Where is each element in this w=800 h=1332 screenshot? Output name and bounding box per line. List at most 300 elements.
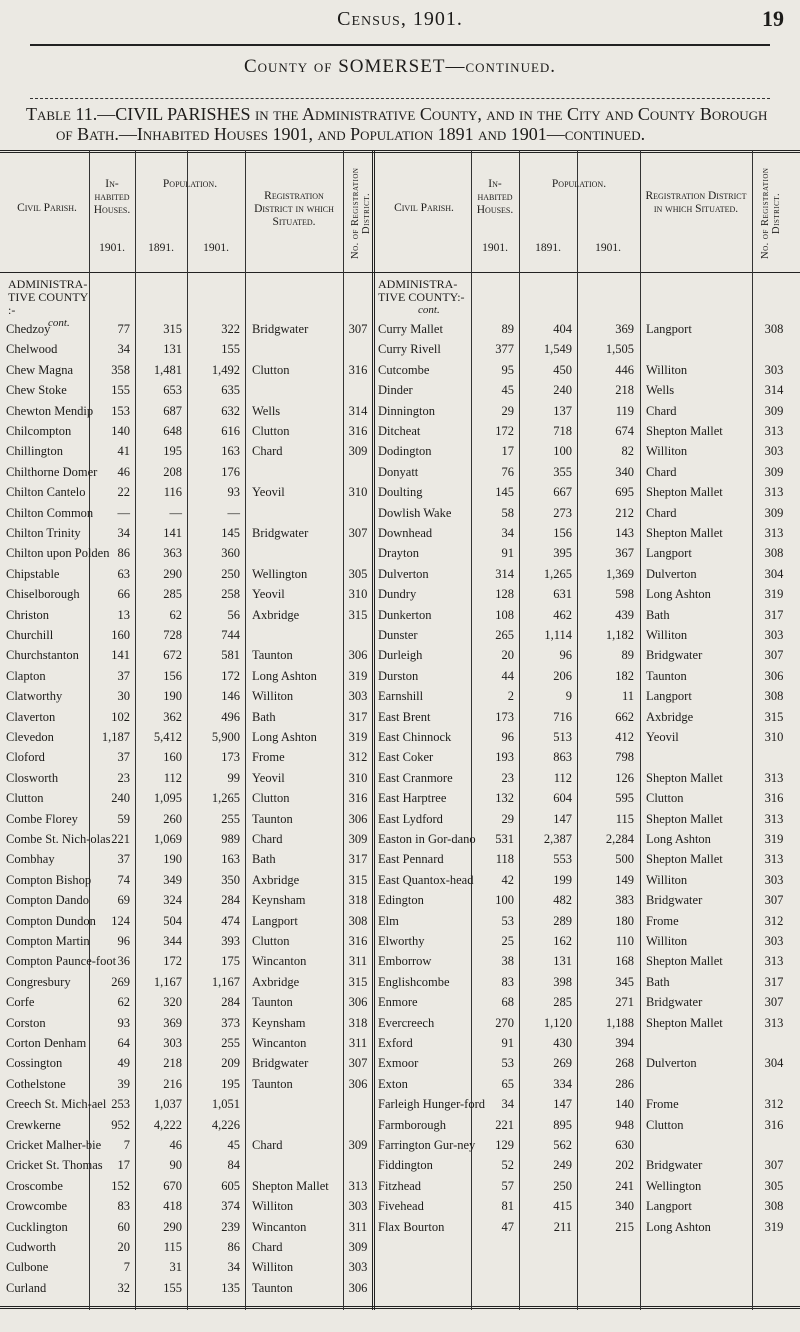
county-heading: County of SOMERSET—continued. <box>243 56 557 77</box>
population-1891: 90 <box>169 1158 182 1173</box>
population-1891: 648 <box>163 424 182 438</box>
registration-district: Williton <box>646 628 688 642</box>
table-title-line2: of Bath.—Inhabited Houses 1901, and Population 1891 and 1901—continued. <box>56 124 646 144</box>
population-1891: 112 <box>553 770 572 785</box>
population-1901: 798 <box>615 750 634 765</box>
population-1891: 31 <box>169 1260 182 1275</box>
inhabited-houses-1901: 270 <box>495 1015 514 1030</box>
parish-name: Chilton Cantelo <box>6 485 86 500</box>
district-number: 313 <box>764 424 784 438</box>
population-1901: 695 <box>615 485 634 500</box>
registration-district: Bath <box>252 709 276 724</box>
parish-name: Downhead <box>378 526 433 540</box>
population-1901: 163 <box>221 852 240 867</box>
population-1891: 1,265 <box>543 566 572 581</box>
registration-district: Bridgwater <box>252 322 309 336</box>
population-1901: 4,226 <box>211 1117 240 1132</box>
population-1891: 289 <box>553 913 572 928</box>
inhabited-houses-1901: 25 <box>501 934 514 948</box>
parish-name: Farmborough <box>378 1117 447 1132</box>
population-1901: 674 <box>615 424 634 438</box>
inhabited-houses-1901: 253 <box>111 1097 130 1112</box>
district-number: 310 <box>348 587 368 602</box>
population-1891: 137 <box>553 403 572 418</box>
parish-name: Durleigh <box>378 648 423 663</box>
district-number: 308 <box>764 689 784 704</box>
population-1891: 324 <box>163 893 182 908</box>
inhabited-houses-1901: 102 <box>111 709 130 724</box>
col-header-population-right: Population. <box>551 178 607 190</box>
parish-name: East Brent <box>378 709 431 724</box>
parish-name: Combhay <box>6 852 55 867</box>
district-number: 307 <box>764 893 784 908</box>
parish-name: Edington <box>378 893 424 908</box>
population-1901: 241 <box>615 1178 634 1193</box>
population-1891: 462 <box>553 607 572 622</box>
inhabited-houses-1901: 34 <box>501 1097 514 1112</box>
parish-name: Chewton Mendip <box>6 403 94 418</box>
registration-district: Williton <box>252 689 294 704</box>
population-1891: 285 <box>553 995 572 1010</box>
inhabited-houses-1901: 95 <box>501 362 514 377</box>
population-1901: 175 <box>221 954 240 969</box>
population-1891: 131 <box>163 342 182 357</box>
registration-district: Keynsham <box>252 1015 306 1030</box>
inhabited-houses-1901: 47 <box>501 1219 514 1234</box>
inhabited-houses-1901: 1,187 <box>101 730 130 744</box>
population-1891: 315 <box>163 322 182 336</box>
population-1901: 143 <box>615 526 634 540</box>
parish-name: East Pennard <box>378 852 444 867</box>
district-number: 307 <box>764 1158 784 1173</box>
registration-district: Yeovil <box>252 485 285 500</box>
population-1891: 398 <box>553 974 572 989</box>
population-1891: 211 <box>553 1219 572 1234</box>
col-header-houses-year-right: 1901. <box>482 242 508 254</box>
district-number: 315 <box>764 709 784 724</box>
population-1891: 290 <box>163 566 182 581</box>
registration-district: Chard <box>252 444 283 459</box>
district-number: 308 <box>764 546 784 561</box>
inhabited-houses-1901: 140 <box>111 424 130 438</box>
section-cont-right: cont. <box>418 304 440 316</box>
col-header-houses-year-left: 1901. <box>99 242 125 254</box>
population-1891: 415 <box>553 1199 572 1214</box>
population-1891: 208 <box>163 464 182 479</box>
district-number: 315 <box>348 974 368 989</box>
population-1891: 320 <box>163 995 182 1010</box>
population-1891: 96 <box>559 648 572 663</box>
registration-district: Shepton Mallet <box>646 424 723 438</box>
population-1891: 504 <box>163 913 182 928</box>
registration-district: Wincanton <box>252 954 307 969</box>
inhabited-houses-1901: 23 <box>501 770 514 785</box>
registration-district: Shepton Mallet <box>646 852 723 867</box>
population-1891: 160 <box>163 750 182 765</box>
table-title-line1: Table 11.—CIVIL PARISHES in the Administrative County, and in the City and County Borough <box>26 104 768 124</box>
col-header-parish-right: Civil Parish. <box>394 202 454 214</box>
registration-district: Shepton Mallet <box>252 1178 329 1193</box>
parish-name: Farrington Gur-ney <box>378 1138 476 1152</box>
parish-name: Farleigh Hunger-ford <box>378 1097 486 1112</box>
section-title-left: ADMINISTRA-TIVE COUNTY :- <box>8 277 88 317</box>
parish-name: Chiselborough <box>6 587 80 602</box>
population-1901: 350 <box>221 872 240 887</box>
district-number: 312 <box>348 750 368 765</box>
district-number: 313 <box>764 485 784 500</box>
running-title: Census, 1901. <box>337 8 463 30</box>
registration-district: Frome <box>646 913 679 928</box>
inhabited-houses-1901: 96 <box>117 934 130 948</box>
inhabited-houses-1901: 7 <box>123 1260 130 1275</box>
population-1891: 162 <box>553 934 572 948</box>
inhabited-houses-1901: 81 <box>501 1199 514 1214</box>
inhabited-houses-1901: 221 <box>111 832 130 846</box>
inhabited-houses-1901: 952 <box>111 1117 130 1132</box>
population-1901: 948 <box>615 1117 634 1132</box>
inhabited-houses-1901: 66 <box>117 587 130 602</box>
inhabited-houses-1901: 118 <box>495 852 514 867</box>
district-number: 313 <box>764 954 784 969</box>
inhabited-houses-1901: 17 <box>117 1158 130 1173</box>
parish-name: Durston <box>378 668 419 683</box>
inhabited-houses-1901: 17 <box>501 444 514 459</box>
inhabited-houses-1901: 37 <box>117 668 130 683</box>
district-number: 317 <box>348 852 368 867</box>
inhabited-houses-1901: 173 <box>495 709 514 724</box>
parish-name: Drayton <box>378 546 419 561</box>
parish-name: Enmore <box>378 995 418 1010</box>
registration-district: Chard <box>252 1138 283 1152</box>
population-1901: 474 <box>221 913 240 928</box>
inhabited-houses-1901: 20 <box>501 648 514 663</box>
population-1891: 290 <box>163 1219 182 1234</box>
district-number: 318 <box>348 893 368 908</box>
parish-name: Curry Rivell <box>378 342 441 357</box>
inhabited-houses-1901: 37 <box>117 750 130 765</box>
parish-name: Englishcombe <box>378 974 450 989</box>
district-number: 309 <box>348 444 368 459</box>
population-1891: 269 <box>553 1056 572 1071</box>
inhabited-houses-1901: 37 <box>117 852 130 867</box>
population-1891: 667 <box>553 485 572 500</box>
population-1891: 141 <box>163 526 182 540</box>
inhabited-houses-1901: 41 <box>117 444 130 459</box>
parish-name: Cothelstone <box>6 1076 66 1091</box>
inhabited-houses-1901: — <box>117 505 130 520</box>
population-1901: 1,369 <box>605 566 634 581</box>
population-1891: 604 <box>553 791 572 806</box>
population-1891: 1,069 <box>153 832 182 846</box>
population-1901: 1,505 <box>605 342 634 357</box>
population-1901: 176 <box>221 464 240 479</box>
population-1901: 605 <box>221 1178 240 1193</box>
population-1901: 394 <box>615 1036 634 1050</box>
population-1901: 322 <box>221 322 240 336</box>
parish-name: Corton Denham <box>6 1036 87 1050</box>
district-number: 306 <box>348 1076 368 1091</box>
population-1891: 344 <box>163 934 182 948</box>
population-1891: 156 <box>163 668 182 683</box>
parish-name: Exmoor <box>378 1056 419 1071</box>
registration-district: Williton <box>646 934 688 948</box>
parish-name: Churchstanton <box>6 648 79 663</box>
parish-name: Closworth <box>6 770 59 785</box>
inhabited-houses-1901: 20 <box>117 1240 130 1254</box>
section-label-right <box>378 278 470 317</box>
parish-name: Fiddington <box>378 1158 433 1173</box>
inhabited-houses-1901: 13 <box>117 607 130 622</box>
inhabited-houses-1901: 30 <box>117 689 130 704</box>
registration-district: Bridgwater <box>252 526 309 540</box>
population-1891: 218 <box>163 1056 182 1071</box>
population-1901: 5,900 <box>211 730 240 744</box>
inhabited-houses-1901: 52 <box>501 1158 514 1173</box>
inhabited-houses-1901: 74 <box>117 872 130 887</box>
district-number: 316 <box>764 791 784 806</box>
population-1901: 163 <box>221 444 240 459</box>
registration-district: Yeovil <box>646 730 679 744</box>
population-1901: 393 <box>221 934 240 948</box>
parish-name: Elm <box>378 913 399 928</box>
inhabited-houses-1901: 221 <box>495 1117 514 1132</box>
registration-district: Dulverton <box>646 566 697 581</box>
registration-district: Langport <box>646 322 692 336</box>
registration-district: Shepton Mallet <box>646 954 723 969</box>
population-1901: 258 <box>221 587 240 602</box>
inhabited-houses-1901: 358 <box>111 362 130 377</box>
inhabited-houses-1901: 32 <box>117 1280 130 1295</box>
inhabited-houses-1901: 93 <box>117 1015 130 1030</box>
registration-district: Bath <box>252 852 276 867</box>
registration-district: Yeovil <box>252 770 285 785</box>
parish-name: East Cranmore <box>378 770 453 785</box>
population-1891: 718 <box>553 424 572 438</box>
inhabited-houses-1901: 57 <box>501 1178 514 1193</box>
registration-district: Bridgwater <box>646 648 703 663</box>
registration-district: Langport <box>646 546 692 561</box>
inhabited-houses-1901: 76 <box>501 464 514 479</box>
population-1901: 182 <box>615 668 634 683</box>
population-1901: 180 <box>615 913 634 928</box>
population-1891: 303 <box>163 1036 182 1050</box>
registration-district: Wincanton <box>252 1219 307 1234</box>
district-number: 313 <box>348 1178 368 1193</box>
inhabited-houses-1901: 128 <box>495 587 514 602</box>
population-1891: 116 <box>163 485 182 500</box>
population-1901: 135 <box>221 1280 240 1295</box>
inhabited-houses-1901: 172 <box>495 424 514 438</box>
district-number: 304 <box>764 1056 784 1071</box>
district-number: 312 <box>764 913 784 928</box>
inhabited-houses-1901: 34 <box>501 526 514 540</box>
inhabited-houses-1901: 531 <box>495 832 514 846</box>
district-number: 307 <box>764 995 784 1010</box>
district-number: 316 <box>348 934 368 948</box>
parish-name: Compton Dundon <box>6 913 96 928</box>
population-1901: 374 <box>221 1199 240 1214</box>
population-1891: 404 <box>553 322 572 336</box>
population-1891: 4,222 <box>153 1117 182 1132</box>
population-1891: 112 <box>163 770 182 785</box>
population-1901: 119 <box>615 403 634 418</box>
registration-district: Frome <box>252 750 285 765</box>
parish-name: Crowcombe <box>6 1199 68 1214</box>
parish-name: Dunkerton <box>378 607 432 622</box>
population-1901: 598 <box>615 587 634 602</box>
inhabited-houses-1901: 155 <box>111 383 130 398</box>
population-1901: 218 <box>615 383 634 398</box>
registration-district: Taunton <box>252 811 293 826</box>
district-number: 313 <box>764 852 784 867</box>
district-number: 314 <box>348 403 368 418</box>
parish-name: Corston <box>6 1015 46 1030</box>
inhabited-houses-1901: 60 <box>117 1219 130 1234</box>
header-bottom-rule <box>0 272 800 273</box>
col-header-1891-right: 1891. <box>535 242 561 254</box>
parish-name: Chelwood <box>6 342 58 357</box>
inhabited-houses-1901: 63 <box>117 566 130 581</box>
population-1901: 255 <box>221 1036 240 1050</box>
population-1901: 86 <box>227 1240 240 1254</box>
district-number: 318 <box>348 1015 368 1030</box>
parish-name: Chilton Common <box>6 505 94 520</box>
population-1891: 687 <box>163 403 182 418</box>
registration-district: Bath <box>646 607 670 622</box>
inhabited-houses-1901: 42 <box>501 872 514 887</box>
population-1901: 446 <box>615 362 634 377</box>
population-1901: 89 <box>621 648 634 663</box>
registration-district: Chard <box>252 1240 283 1254</box>
population-1901: 439 <box>615 607 634 622</box>
parish-name: East Lydford <box>378 811 443 826</box>
population-1891: 1,114 <box>544 628 572 642</box>
registration-district: Long Ashton <box>252 668 317 683</box>
district-number: 317 <box>764 607 784 622</box>
population-1891: 1,120 <box>543 1015 572 1030</box>
population-1891: 100 <box>553 444 572 459</box>
registration-district: Chard <box>646 464 677 479</box>
population-1891: 562 <box>553 1138 572 1152</box>
population-1901: 635 <box>221 383 240 398</box>
population-1901: 340 <box>615 464 634 479</box>
population-1891: 418 <box>163 1199 182 1214</box>
parish-name: Cloford <box>6 750 45 765</box>
population-1901: 284 <box>221 995 240 1010</box>
population-1901: 215 <box>615 1219 634 1234</box>
population-1891: 260 <box>163 811 182 826</box>
parish-name: Fivehead <box>378 1199 424 1214</box>
inhabited-houses-1901: 265 <box>495 628 514 642</box>
district-number: 319 <box>764 832 784 846</box>
population-1901: 271 <box>615 995 634 1010</box>
registration-district: Clutton <box>646 791 684 806</box>
population-1891: 147 <box>553 811 572 826</box>
inhabited-houses-1901: 129 <box>495 1138 514 1152</box>
district-number: 309 <box>348 832 368 846</box>
population-1901: 149 <box>615 872 634 887</box>
parish-name: Flax Bourton <box>378 1219 445 1234</box>
inhabited-houses-1901: 49 <box>117 1056 130 1071</box>
parish-name: Dinder <box>378 383 413 398</box>
district-number: 306 <box>348 811 368 826</box>
parish-name: Chilthorne Domer <box>6 464 98 479</box>
district-number: 310 <box>764 730 784 744</box>
inhabited-houses-1901: 44 <box>501 668 514 683</box>
inhabited-houses-1901: 86 <box>117 546 130 561</box>
district-number: 316 <box>348 424 368 438</box>
district-number: 312 <box>764 1097 784 1112</box>
parish-name: Donyatt <box>378 464 419 479</box>
population-1901: 84 <box>227 1158 240 1173</box>
registration-district: Long Ashton <box>252 730 317 744</box>
population-1901: 140 <box>615 1097 634 1112</box>
district-number: 305 <box>348 566 368 581</box>
district-number: 315 <box>348 607 368 622</box>
header-rule-dashed <box>30 98 770 99</box>
population-1891: 206 <box>553 668 572 683</box>
population-1891: 249 <box>553 1158 572 1173</box>
registration-district: Bridgwater <box>646 995 703 1010</box>
population-1901: 145 <box>221 526 240 540</box>
parish-name: Claverton <box>6 709 56 724</box>
population-1891: 716 <box>553 709 572 724</box>
population-1891: 1,481 <box>153 362 182 377</box>
registration-district: Williton <box>646 362 688 377</box>
col-header-houses-left: In-habited Houses. <box>93 178 131 216</box>
population-1901: 630 <box>615 1138 634 1152</box>
population-1891: 5,412 <box>153 730 182 744</box>
population-1891: 369 <box>163 1015 182 1030</box>
parish-name: Exton <box>378 1076 408 1091</box>
population-1901: 212 <box>615 505 634 520</box>
population-1901: 1,051 <box>211 1097 240 1112</box>
parish-name: Earnshill <box>378 689 424 704</box>
district-number: 308 <box>764 1199 784 1214</box>
population-1891: 190 <box>163 689 182 704</box>
population-1891: 430 <box>553 1036 572 1050</box>
district-number: 303 <box>764 872 784 887</box>
registration-district: Axbridge <box>252 872 300 887</box>
inhabited-houses-1901: 34 <box>117 342 130 357</box>
parish-name: Combe St. Nich-olas <box>6 832 111 846</box>
registration-district: Williton <box>646 444 688 459</box>
district-number: 313 <box>764 526 784 540</box>
inhabited-houses-1901: 141 <box>111 648 130 663</box>
inhabited-houses-1901: 193 <box>495 750 514 765</box>
population-1891: 62 <box>169 607 182 622</box>
parish-name: Creech St. Mich-ael <box>6 1097 107 1112</box>
parish-name: Exford <box>378 1036 413 1050</box>
registration-district: Shepton Mallet <box>646 1015 723 1030</box>
inhabited-houses-1901: 39 <box>117 1076 130 1091</box>
col-header-population-left: Population. <box>162 178 218 190</box>
population-1891: 250 <box>553 1178 572 1193</box>
population-1901: 239 <box>221 1219 240 1234</box>
district-number: 308 <box>764 322 784 336</box>
parish-name: Dunster <box>378 628 418 642</box>
registration-district: Taunton <box>646 668 687 683</box>
inhabited-houses-1901: 53 <box>501 913 514 928</box>
population-1891: 115 <box>163 1240 182 1254</box>
population-1891: 482 <box>553 893 572 908</box>
inhabited-houses-1901: 34 <box>117 526 130 540</box>
population-1901: 383 <box>615 893 634 908</box>
parish-name: Compton Martin <box>6 934 90 948</box>
inhabited-houses-1901: 68 <box>501 995 514 1010</box>
parish-name: Curry Mallet <box>378 322 443 336</box>
parish-name: Chipstable <box>6 566 60 581</box>
